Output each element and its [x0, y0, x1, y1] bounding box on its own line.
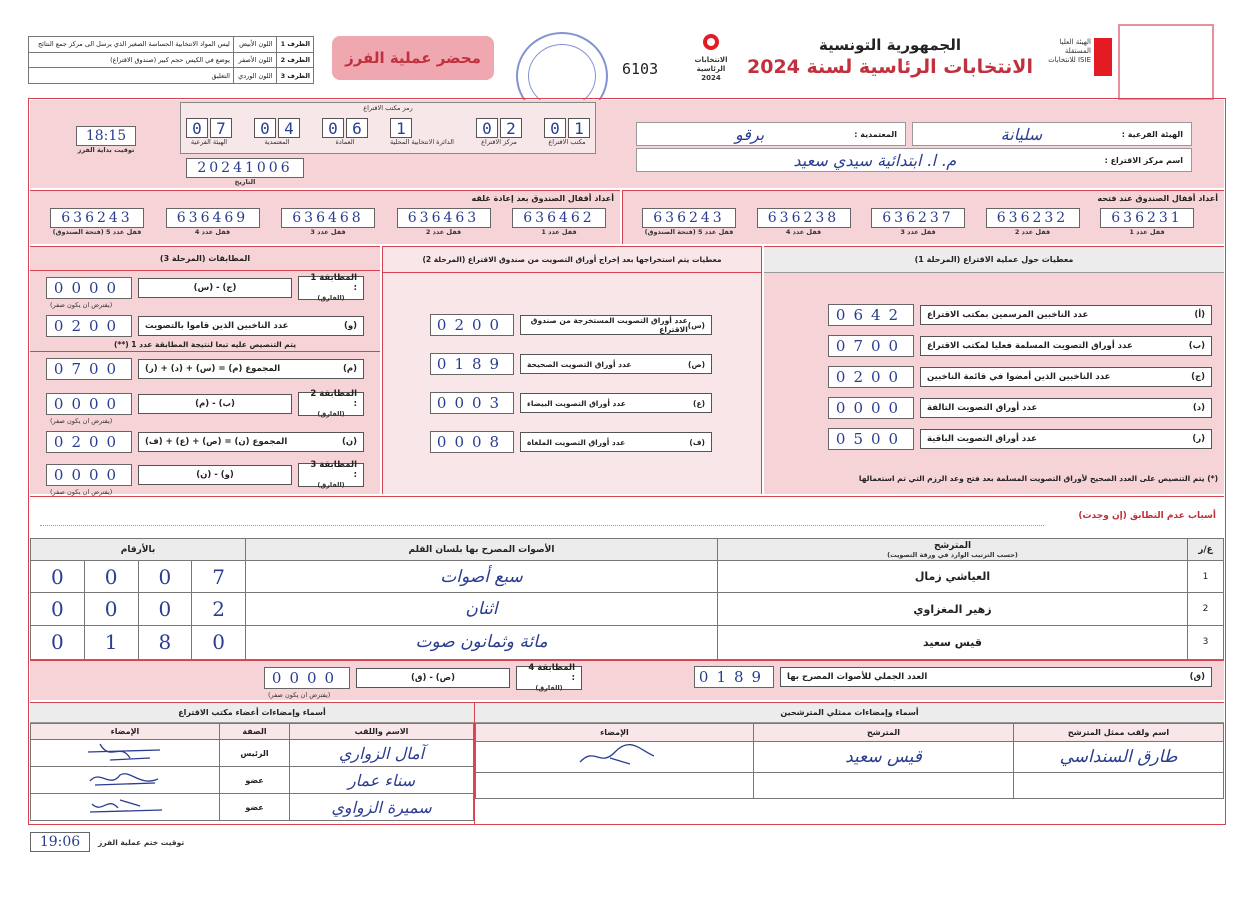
lock-after-3[interactable]: 636468: [281, 208, 375, 228]
result-candidate: قيس سعيد: [718, 625, 1188, 659]
result-candidate: العياشي زمال: [718, 561, 1188, 593]
lock-after-4-label: قفل عدد 4: [194, 228, 231, 236]
stage3-top: [46, 273, 364, 349]
stage1-d-label: عدد أوراق التصويت التالفة: [927, 403, 1038, 413]
lock-after-5-label: قفل عدد 5 (فتحة الصندوق): [52, 228, 142, 236]
logo-text: الانتخابات الرئاسية 2024: [694, 56, 728, 82]
stage2-s-value[interactable]: 0200: [430, 314, 514, 336]
result-digit[interactable]: 2: [192, 593, 246, 625]
delegation-label: المعتمدية :: [854, 129, 897, 139]
tunisia-flag-icon: [701, 32, 721, 52]
stage3-divider: [30, 351, 380, 352]
stage1-c-code: (ج): [1191, 372, 1205, 382]
delegation-row: [636, 122, 906, 146]
member-role: عضو: [220, 767, 290, 794]
result-words[interactable]: سبع أصوات: [246, 561, 718, 593]
lock-after-2-label: قفل عدد 2: [425, 228, 462, 236]
lock-before-3-label: قفل عدد 3: [900, 228, 936, 236]
stage2-ain-label: عدد أوراق التصويت البيضاء: [527, 398, 626, 408]
result-digit[interactable]: 0: [31, 561, 85, 593]
stage1-c-label: عدد الناخبين الذين أمضوا في قائمة الناخبين: [927, 372, 1111, 382]
sum-n-value[interactable]: 0200: [46, 431, 132, 453]
code-center[interactable]: [476, 118, 522, 138]
result-candidate: زهير المغزاوي: [718, 593, 1188, 625]
code-district[interactable]: [390, 118, 454, 138]
result-row: [31, 593, 1224, 625]
col-num: ع/ر: [1188, 539, 1224, 561]
polling-code-boxes: [186, 118, 590, 146]
code-sector[interactable]: [322, 118, 368, 138]
rep-signature[interactable]: [476, 742, 754, 773]
voters-note: (**) يتم التنصيص عليه تبعا لنتيجة المطابقة عدد 1: [113, 340, 297, 349]
match1-note: (يفترض ان يكون صفر): [50, 301, 113, 309]
voters-code: (و): [343, 321, 357, 331]
match4-formula: (ص) - (ق): [356, 668, 510, 688]
code-digit: 0: [186, 118, 208, 138]
isie-text: الهيئة العليا المستقلة للانتخابات ISIE: [1048, 38, 1091, 64]
stage2-sad-code: (ص): [688, 359, 705, 369]
locks-before-list: [642, 208, 1194, 236]
stage2-ain-value[interactable]: 0003: [430, 392, 514, 414]
match3-value[interactable]: 0000: [46, 464, 132, 486]
members-title: أسماء وإمضاءات أعضاء مكتب الاقتراع: [30, 703, 474, 723]
reps-title: أسماء وإمضاءات ممثلي المترشحين: [475, 703, 1224, 723]
results-section: [30, 538, 1224, 660]
lock-after-4[interactable]: 636469: [166, 208, 260, 228]
end-time-label: توقيت ختم عملية الفرز: [98, 837, 185, 847]
center-row: [636, 148, 1192, 172]
code-digit: 6: [346, 118, 368, 138]
lock-before-1-label: قفل عدد 1: [1129, 228, 1165, 236]
isie-mark-icon: [1094, 38, 1112, 76]
title-block: [740, 36, 1040, 78]
code-digit: 4: [278, 118, 300, 138]
end-time-block: [30, 832, 184, 852]
region-row: [912, 122, 1192, 146]
stage1-r-label: عدد أوراق التصويت الباقية: [927, 434, 1037, 444]
envelope-2-color: اللون الأصفر: [233, 52, 276, 68]
code-digit: 1: [390, 118, 412, 138]
center-value[interactable]: م. ا. ابتدائية سيدي سعيد: [793, 150, 957, 170]
result-row: [31, 625, 1224, 659]
stage1-c-value[interactable]: 0200: [828, 366, 914, 388]
member-name[interactable]: سناء عمار: [290, 767, 474, 794]
envelope-2-id: الظرف 2: [276, 52, 313, 68]
stage2-fa-code: (ف): [689, 437, 705, 447]
match1-label: المطابقة 1 :: [310, 273, 357, 293]
start-time-block: [76, 126, 136, 154]
match3-note: (يفترض ان يكون صفر): [50, 488, 113, 496]
member-role: الرئيس: [220, 740, 290, 767]
reps-section: [474, 702, 1224, 824]
code-digit: 0: [544, 118, 566, 138]
signature-icon: [80, 767, 170, 791]
voters-label: عدد الناخبين الذين قاموا بالتصويت: [145, 321, 289, 331]
doc-title: محضر عملية الفرز: [332, 36, 494, 80]
total-label: العدد الجملي للأصوات المصرح بها: [787, 672, 928, 682]
member-row: [31, 794, 474, 821]
sum-m-code: (م): [343, 364, 357, 374]
result-digit[interactable]: 0: [138, 593, 192, 625]
stage1-r-code: (ر): [1192, 434, 1205, 444]
stage1-a-code: (أ): [1194, 310, 1205, 320]
stage3-bottom: [46, 358, 364, 496]
stage1-d-code: (د): [1192, 403, 1205, 413]
match4-value[interactable]: 0000: [264, 667, 350, 689]
match3-label: المطابقة 3 :: [310, 460, 357, 480]
envelope-3-desc: التعليق: [29, 68, 234, 84]
stage2-title: (المرحلة 2) معطيات يتم استخراجها بعد إخراج أوراق التصويت من صندوق الاقتراع: [383, 247, 761, 273]
lock-after-1-label: قفل عدد 1: [541, 228, 577, 236]
reps-row: [476, 742, 1224, 773]
serial-number: 6103: [622, 60, 659, 78]
members-section: [30, 702, 474, 824]
members-col-sig: الإمضاء: [31, 724, 220, 740]
members-table: [30, 723, 474, 821]
stage2-rows: [430, 314, 712, 453]
stage1-b-code: (ب): [1188, 341, 1205, 351]
envelope-1-desc: ليس المواد الانتخابية الحساسة الصغير الذي يرسل الى مركز جمع النتائج: [29, 37, 234, 53]
date-label: التاريخ: [234, 178, 256, 186]
code-sector-label: العمادة: [335, 138, 355, 146]
red-stamp: [1118, 24, 1214, 100]
result-digit[interactable]: 1: [84, 625, 138, 659]
col-candidate: المترشح: [933, 540, 972, 551]
lock-after-1[interactable]: 636462: [512, 208, 606, 228]
envelope-legend: [28, 36, 314, 84]
match2-formula: (ب) - (م): [138, 394, 292, 414]
stage1-a-value[interactable]: 0642: [828, 304, 914, 326]
lock-before-4[interactable]: 636238: [757, 208, 851, 228]
result-digit[interactable]: 0: [31, 625, 85, 659]
election-title: الانتخابات الرئاسية لسنة 2024: [747, 56, 1033, 78]
rep-candidate[interactable]: قيس سعيد: [754, 742, 1014, 773]
result-digit[interactable]: 0: [31, 593, 85, 625]
col-words: الأصوات المصرح بها بلسان القلم: [246, 539, 718, 561]
match2-label: المطابقة 2 :: [310, 389, 357, 409]
empty-cell[interactable]: [754, 773, 1014, 799]
member-signature[interactable]: [31, 740, 220, 767]
code-digit: 7: [210, 118, 232, 138]
stage2-s-code: (س): [687, 320, 705, 330]
match4-sub: (الفارق): [535, 684, 563, 692]
sum-m-formula: المجموع (م) = (س) + (د) + (ر): [145, 364, 281, 374]
lock-after-5[interactable]: 636243: [50, 208, 144, 228]
members-col-role: الصفة: [220, 724, 290, 740]
total-code: (ق): [1189, 672, 1205, 682]
stage1-b-value[interactable]: 0700: [828, 335, 914, 357]
total-value[interactable]: 0189: [694, 666, 774, 688]
code-digit: 0: [322, 118, 344, 138]
signature-icon: [80, 794, 170, 818]
reps-col-sig: الإمضاء: [476, 724, 754, 742]
sum-n-code: (ن): [341, 437, 357, 447]
match4-note: (يفترض ان يكون صفر): [268, 691, 331, 699]
envelope-1-id: الظرف 1: [276, 37, 313, 53]
member-signature[interactable]: [31, 794, 220, 821]
result-num: 3: [1188, 625, 1224, 659]
sum-n-formula: المجموع (ن) = (ص) + (ع) + (ف): [145, 437, 288, 447]
match2-note: (يفترض ان يكون صفر): [50, 417, 113, 425]
member-name[interactable]: سميرة الزواوي: [290, 794, 474, 821]
stage2-sad-value[interactable]: 0189: [430, 353, 514, 375]
code-center-label: مركز الاقتراع: [481, 138, 517, 146]
result-num: 1: [1188, 561, 1224, 593]
code-office[interactable]: [544, 118, 590, 138]
lock-before-1[interactable]: 636231: [1100, 208, 1194, 228]
result-words[interactable]: مائة وثمانون صوت: [246, 625, 718, 659]
stage2-sad-label: عدد أوراق التصويت الصحيحة: [527, 359, 632, 369]
signature-icon: [570, 742, 660, 770]
match1-sub: (الفارق): [317, 294, 345, 302]
stage1-title: (المرحلة 1) معطيات حول عملية الاقتراع: [764, 247, 1224, 273]
result-words[interactable]: اثنان: [246, 593, 718, 625]
stage3-title: (المرحلة 3) المطابقات: [30, 247, 380, 271]
member-row: [31, 767, 474, 794]
stage2-s-label: عدد أوراق التصويت المستخرجة من صندوق الاقتراع: [530, 316, 688, 334]
member-name[interactable]: آمال الزواري: [290, 740, 474, 767]
lock-after-3-label: قفل عدد 3: [310, 228, 346, 236]
end-time-field[interactable]: 19:06: [30, 832, 90, 852]
stage1-b-label: عدد أوراق التصويت المسلمة فعليا لمكتب الاقتراع: [927, 341, 1133, 351]
match2-sub: (الفارق): [317, 410, 345, 418]
code-digit: 2: [500, 118, 522, 138]
signature-icon: [80, 740, 170, 764]
envelope-3-id: الظرف 3: [276, 68, 313, 84]
lock-before-5-label: قفل عدد 5 (فتحة الصندوق): [644, 228, 734, 236]
reps-col-candidate: المترشح: [754, 724, 1014, 742]
col-digits: بالأرقام: [31, 539, 246, 561]
match4-row: [264, 663, 582, 699]
reps-table: [475, 723, 1224, 799]
polling-code-title: رمز مكتب الاقتراع: [363, 104, 413, 112]
member-signature[interactable]: [31, 767, 220, 794]
envelope-2-desc: يوضع في الكيس حجم كبير (صندوق الاقتراع): [29, 52, 234, 68]
locks-before-title: أعداد أقفال الصندوق عند فتحه: [1097, 194, 1218, 203]
result-num: 2: [1188, 593, 1224, 625]
envelope-1-color: اللون الأبيض: [233, 37, 276, 53]
result-digit[interactable]: 0: [192, 625, 246, 659]
discrepancy-line[interactable]: [40, 525, 1044, 526]
stage1-note: (*) يتم التنصيص على العدد الصحيح لأوراق التصويت المسلمة بعد فتح وعد الرزم التي تم استعمالها: [858, 474, 1218, 483]
delegation-value[interactable]: برقو: [735, 124, 765, 144]
result-digit[interactable]: 0: [84, 561, 138, 593]
lock-before-4-label: قفل عدد 4: [785, 228, 822, 236]
results-table: [30, 538, 1224, 660]
stage2-ain-code: (ع): [693, 398, 705, 408]
members-col-name: الاسم واللقب: [290, 724, 474, 740]
code-region[interactable]: [186, 118, 232, 138]
stage2-fa-value[interactable]: 0008: [430, 431, 514, 453]
discrepancy-label: أسباب عدم التطابق (إن وجدت): [1078, 511, 1216, 521]
center-label: اسم مركز الاقتراع :: [1104, 155, 1183, 165]
result-digit[interactable]: 7: [192, 561, 246, 593]
member-role: عضو: [220, 794, 290, 821]
date-field[interactable]: 20241006: [186, 158, 304, 178]
result-digit[interactable]: 8: [138, 625, 192, 659]
lock-after-2[interactable]: 636463: [397, 208, 491, 228]
match1-formula: (ج) - (س): [138, 278, 292, 298]
code-delegation[interactable]: [254, 118, 300, 138]
region-label: الهيئة الفرعية :: [1121, 129, 1183, 139]
stage1-a-label: عدد الناخبين المرسمين بمكتب الاقتراع: [927, 310, 1089, 320]
date-block: [186, 158, 304, 186]
rep-name[interactable]: طارق السنداسي: [1014, 742, 1224, 773]
member-row: [31, 740, 474, 767]
empty-cell[interactable]: [476, 773, 754, 799]
start-time-label: توقيت بداية الفرز: [77, 146, 135, 154]
code-district-label: الدائرة الانتخابية المحلية: [390, 138, 454, 146]
stage2-fa-label: عدد أوراق التصويت الملغاة: [527, 437, 626, 447]
locks-after-title: أعداد أقفال الصندوق بعد إعادة غلقه: [471, 194, 614, 203]
republic-title: الجمهورية التونسية: [819, 36, 961, 54]
isie-logo: [1046, 38, 1112, 90]
lock-before-3[interactable]: 636237: [871, 208, 965, 228]
voters-value[interactable]: 0200: [46, 315, 132, 337]
match3-formula: (و) - (ن): [138, 465, 292, 485]
start-time-field[interactable]: 18:15: [76, 126, 136, 146]
code-digit: 0: [476, 118, 498, 138]
match4-label: المطابقة 4 :: [528, 663, 575, 683]
reps-col-name: اسم ولقب ممثل المترشح: [1014, 724, 1224, 742]
code-office-label: مكتب الاقتراع: [548, 138, 586, 146]
stage1-d-value[interactable]: 0000: [828, 397, 914, 419]
envelope-3-color: اللون الوردي: [233, 68, 276, 84]
lock-before-2[interactable]: 636232: [986, 208, 1080, 228]
lock-before-2-label: قفل عدد 2: [1014, 228, 1051, 236]
lock-before-5[interactable]: 636243: [642, 208, 736, 228]
total-row: [694, 666, 1212, 688]
match2-value[interactable]: 0000: [46, 393, 132, 415]
code-delegation-label: المعتمدية: [264, 138, 290, 146]
empty-cell[interactable]: [1014, 773, 1224, 799]
code-digit: 1: [568, 118, 590, 138]
election-logo: [688, 32, 734, 88]
result-digit[interactable]: 0: [84, 593, 138, 625]
result-row: [31, 561, 1224, 593]
sum-m-value[interactable]: 0700: [46, 358, 132, 380]
discrepancy-section: [30, 496, 1224, 536]
stage1-r-value[interactable]: 0500: [828, 428, 914, 450]
match1-value[interactable]: 0000: [46, 277, 132, 299]
code-digit: 0: [254, 118, 276, 138]
region-value[interactable]: سليانة: [1000, 124, 1043, 144]
stage1-rows: [828, 304, 1212, 450]
match3-sub: (الفارق): [317, 481, 345, 489]
locks-after-list: [50, 208, 606, 236]
col-candidate-sub: (حسب الترتيب الوارد في ورقة التصويت): [887, 550, 1018, 559]
result-digit[interactable]: 0: [138, 561, 192, 593]
code-region-label: الهيئة الفرعية: [190, 138, 228, 146]
